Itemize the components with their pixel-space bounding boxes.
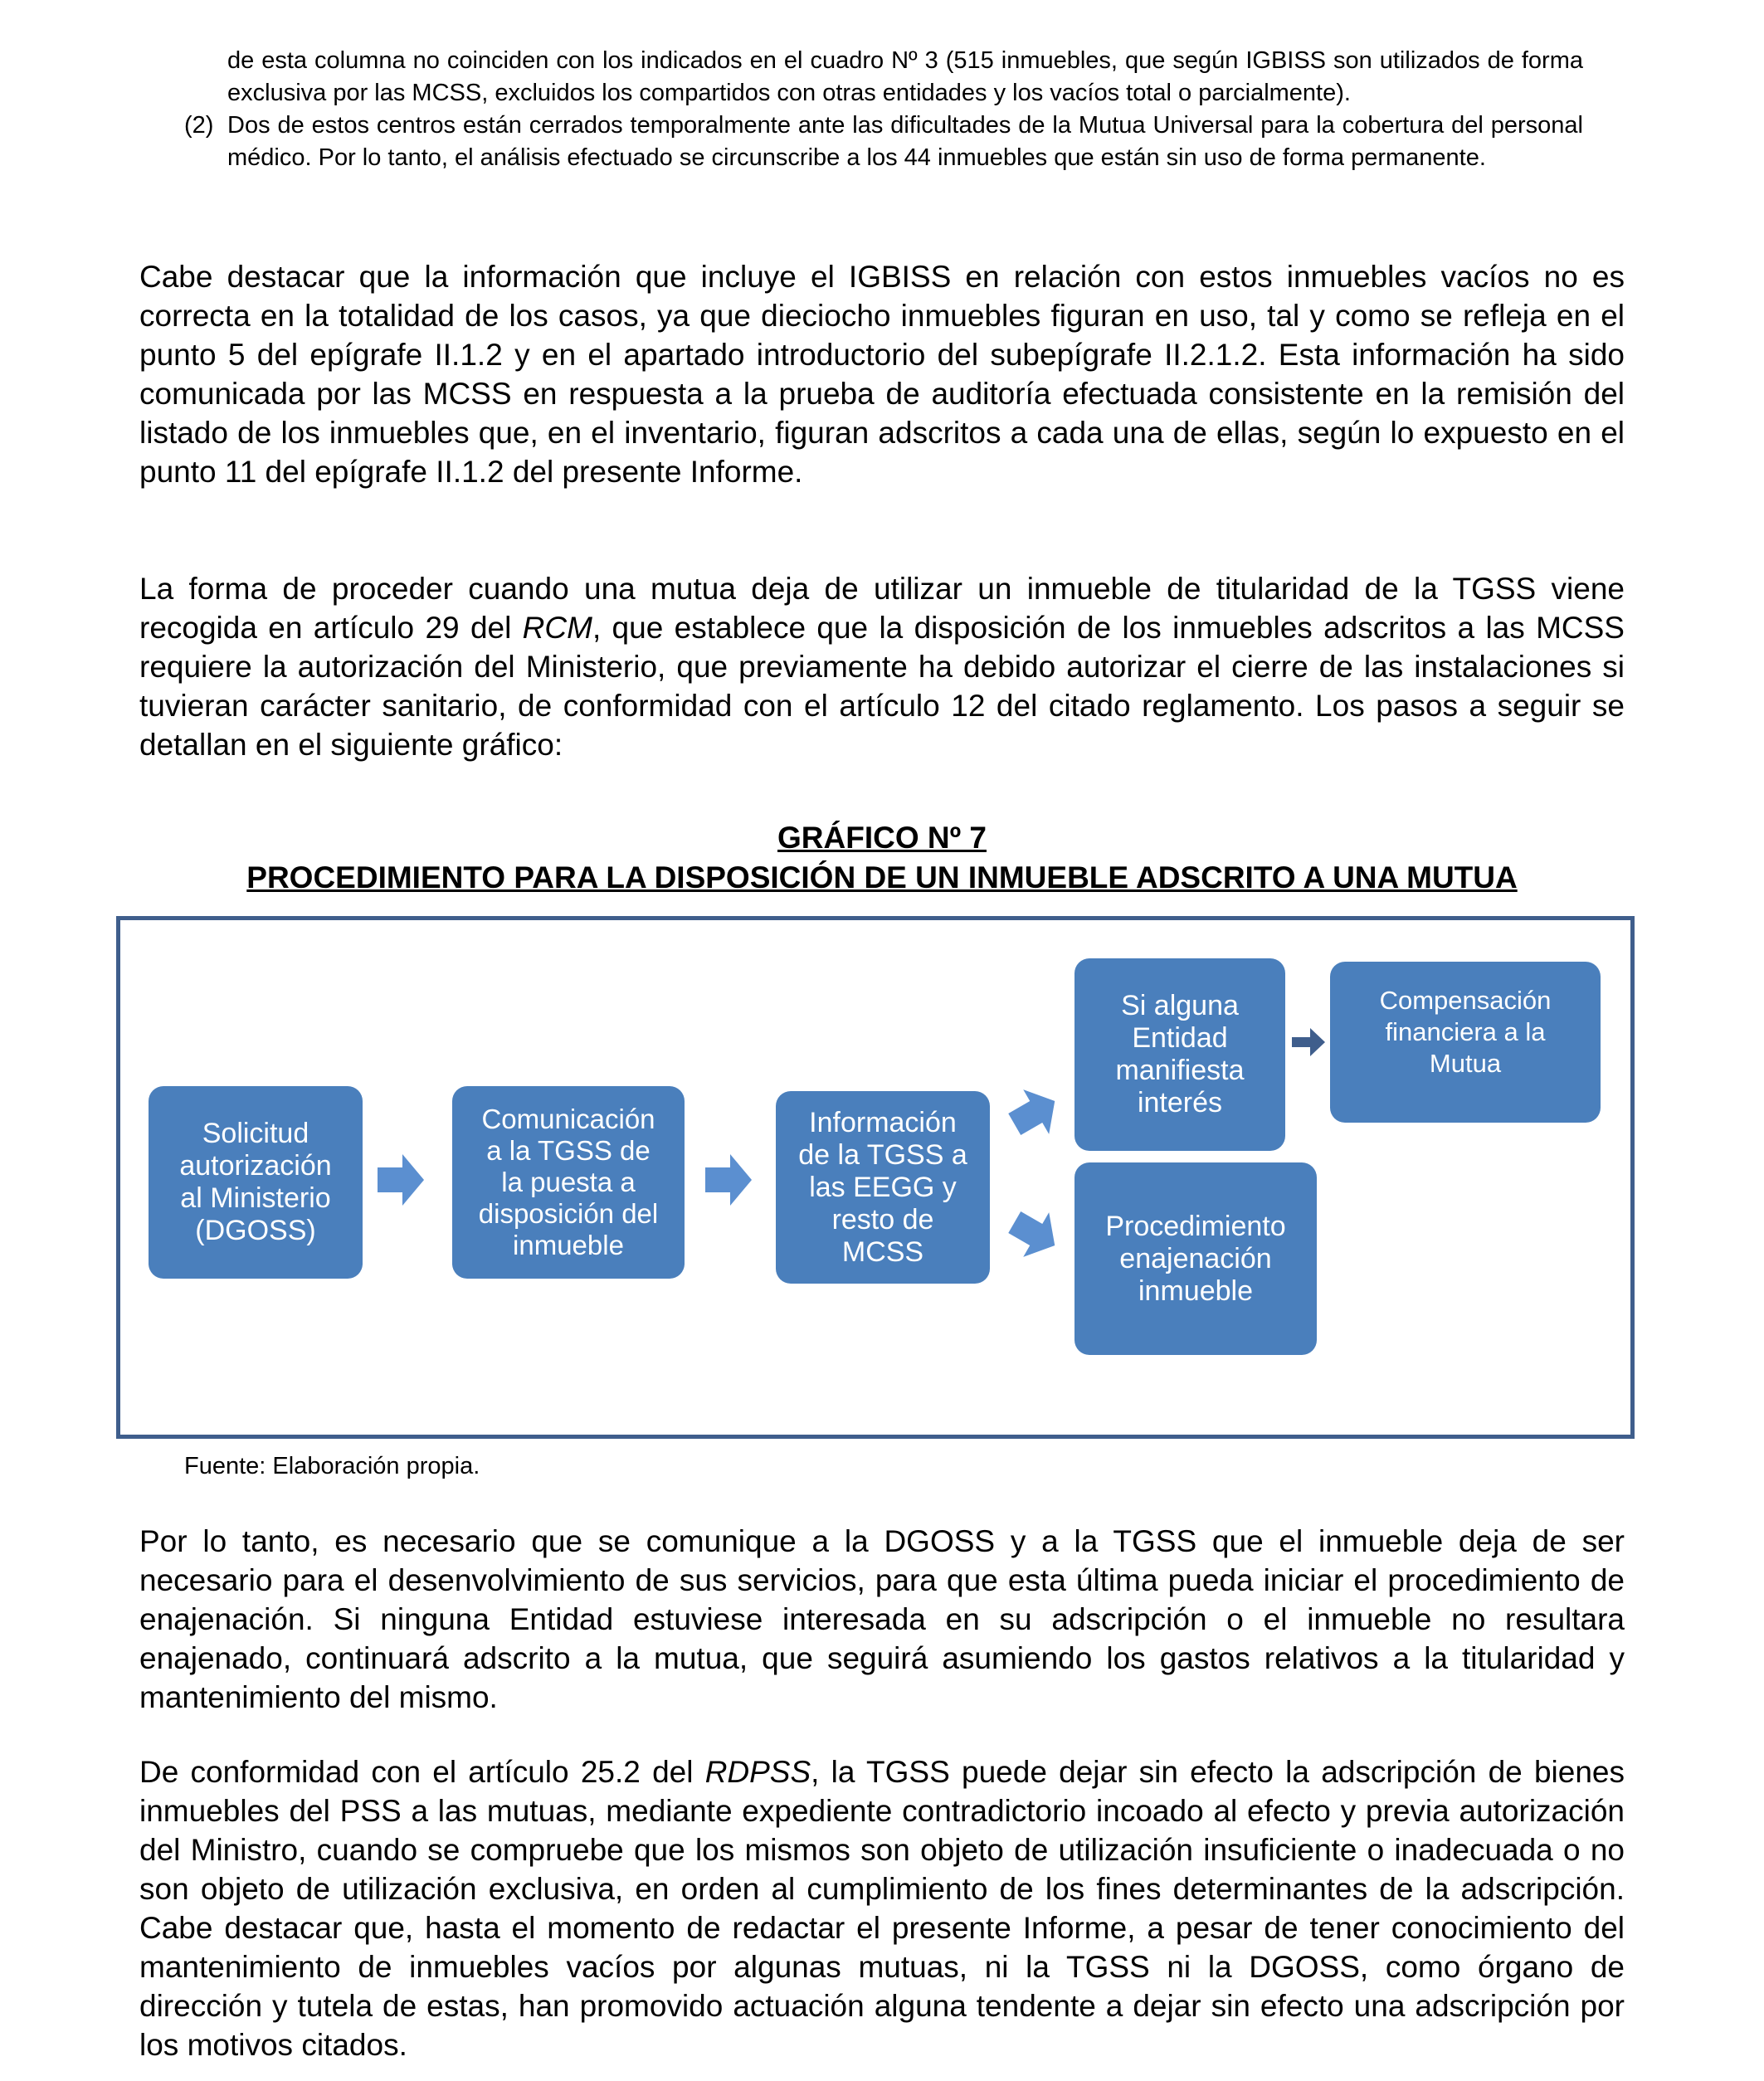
footnote-2 — [184, 110, 1583, 174]
paragraph-procedure — [139, 569, 1625, 764]
paragraph-text: De conformidad con el artículo 25.2 del — [139, 1755, 705, 1789]
down-right-arrow-icon — [1008, 1207, 1061, 1260]
footnote-continuation: de esta columna no coinciden con los indicados en el cuadro Nº 3 (515 inmuebles, que según IGBISS son utilizados de forma exclusiva por las MCSS, excluidos los compartidos con otras entidades y los vacíos total o parcialmente). — [227, 47, 1583, 106]
step-compensacion: Compensación financiera a la Mutua — [1330, 962, 1601, 1123]
paragraph-text: , que establece que la disposición de los inmuebles adscritos a las MCSS requiere la autorización del Ministerio, que previamente ha debido autorizar el cierre de las instalaciones si tuvieran carácter sanitario, de conformidad con el artículo 12 del citado reglamento. Los pasos a seguir se detallan en el siguiente gráfico: — [139, 611, 1625, 762]
footnotes — [184, 45, 1583, 174]
paragraph-rdpss — [139, 1752, 1625, 2064]
step-informacion: Información de la TGSS a las EEGG y resto de MCSS — [776, 1091, 990, 1284]
step-interes: Si alguna Entidad manifiesta interés — [1074, 958, 1285, 1151]
right-arrow-icon — [378, 1154, 424, 1206]
right-arrow-icon — [705, 1154, 752, 1206]
figure-source: Fuente: Elaboración propia. — [184, 1453, 480, 1479]
paragraph-italic: RCM — [522, 611, 592, 645]
paragraph-text: La forma de proceder cuando una mutua deja de utilizar un inmueble de titularidad de la TGSS viene recogida en artículo 29 del — [139, 572, 1625, 645]
paragraph-text: , la TGSS puede dejar sin efecto la adscripción de bienes inmuebles del PSS a las mutuas, mediante expediente contradictorio incoado al efecto y previa autorización del Ministro, cuando se compruebe que los mismos son objeto de utilización insuficiente o inadecuada o no son objeto de utilización exclusiva, en orden al cumplimiento de los fines determinantes de la adscripción. Cabe destacar que, hasta el momento de redactar el presente Informe, a pesar de tener conocimiento del mantenimiento de inmuebles vacíos por algunas mutuas, ni la TGSS ni la DGOSS, como órgano de dirección y tutela de estas, han promovido actuación alguna tendente a dejar sin efecto una adscripción por los motivos citados. — [139, 1755, 1625, 2062]
figure-frame — [116, 916, 1635, 1439]
step-comunicacion: Comunicación a la TGSS de la puesta a disposición del inmueble — [452, 1086, 685, 1279]
up-right-arrow-icon — [1008, 1086, 1061, 1139]
figure-caption-title: PROCEDIMIENTO PARA LA DISPOSICIÓN DE UN INMUEBLE ADSCRITO A UNA MUTUA — [246, 860, 1518, 894]
paragraph-conclusion: Por lo tanto, es necesario que se comunique a la DGOSS y a la TGSS que el inmueble deja de ser necesario para el desenvolvimiento de sus servicios, para que esta última pueda iniciar el procedimiento de enajenación. Si ninguna Entidad estuviese interesada en su adscripción o el inmueble no resultara enajenado, continuará adscrito a la mutua, que seguirá asumiendo los gastos relativos a la titularidad y mantenimiento del mismo. — [139, 1524, 1625, 1714]
step-solicitud: Solicitud autorización al Ministerio (DGOSS) — [149, 1086, 363, 1279]
paragraph-italic: RDPSS — [704, 1755, 811, 1789]
paragraph-igbiss: Cabe destacar que la información que incluye el IGBISS en relación con estos inmuebles vacíos no es correcta en la totalidad de los casos, ya que dieciocho inmuebles figuran en uso, tal y como se refleja en el punto 5 del epígrafe II.1.2 y en el apartado introductorio del subepígrafe II.2.1.2. Esta información ha sido comunicada por las MCSS en respuesta a la prueba de auditoría efectuada consistente en la remisión del listado de los inmuebles que, en el inventario, figuran adscritos a cada una de ellas, según lo expuesto en el punto 11 del epígrafe II.1.2 del presente Informe. — [139, 260, 1625, 489]
footnote-text: Dos de estos centros están cerrados temporalmente ante las dificultades de la Mutua Universal para la cobertura del personal médico. Por lo tanto, el análisis efectuado se circunscribe a los 44 inmuebles que están sin uso de forma permanente. — [227, 112, 1583, 171]
right-arrow-icon — [1292, 1028, 1325, 1056]
figure-caption-number: GRÁFICO Nº 7 — [777, 821, 987, 855]
step-enajenacion: Procedimiento enajenación inmueble — [1074, 1162, 1317, 1355]
footnote-number: (2) — [184, 112, 214, 139]
